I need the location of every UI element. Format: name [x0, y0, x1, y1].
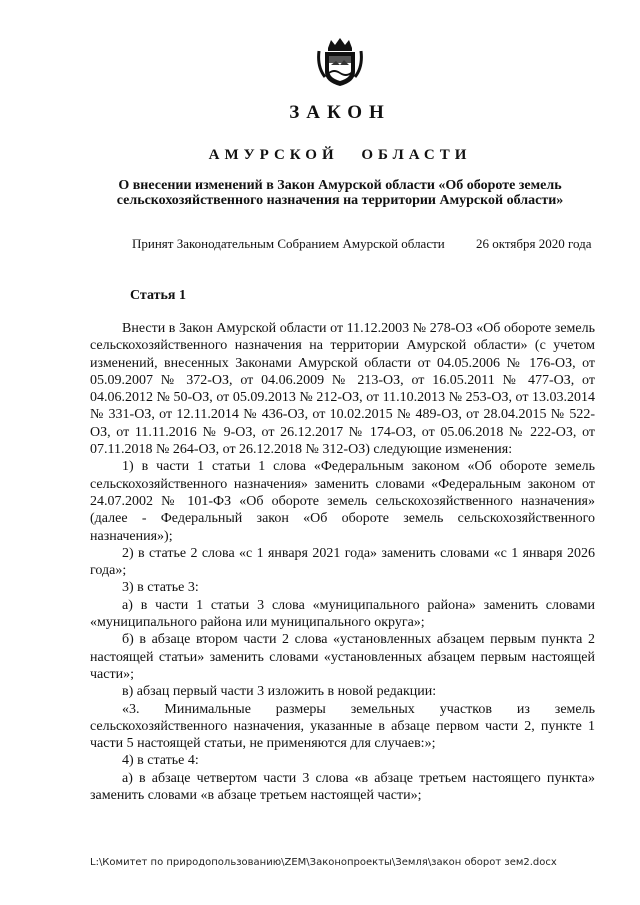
- article-paragraph: «3. Минимальные размеры земельных участков из земель сельскохозяйственного назначения, указанные в абзаце первом части 2, пункте 1 части 5 настоящей статьи, не применяются для случаев:»;: [90, 701, 595, 752]
- article-paragraph: б) в абзаце втором части 2 слова «установленных абзацем первым пункта 2 настоящей статьи» заменить словами «установленных абзацем первым настоящей части»;: [90, 632, 595, 682]
- article-paragraph: 3) в статье 3:: [122, 580, 199, 596]
- article-paragraph: Внести в Закон Амурской области от 11.12.2003 № 278-ОЗ «Об обороте земель сельскохозяйственного назначения на территории Амурской области» (с учетом изменений, внесенных Законами Амурской области от 04.05.2006 № 176-ОЗ, от 05.09.2007 № 372-ОЗ, от 04.06.2009 № 213-ОЗ, от 16.05.2011 № 477-ОЗ, от 04.06.2012 № 50-ОЗ, от 05.09.2013 № 212-ОЗ, от 11.10.2013 № 253-ОЗ, от 13.03.2014 № 331-ОЗ, от 12.11.2014 № 436-ОЗ, от 10.02.2015 № 489-ОЗ, от 28.04.2015 № 522-ОЗ, от 11.11.2016 № 9-ОЗ, от 26.12.2017 № 174-ОЗ, от 05.06.2018 № 222-ОЗ, от 07.11.2018 № 264-ОЗ, от 26.12.2018 № 312-ОЗ) следующие изменения:: [90, 321, 595, 458]
- region-title: АМУРСКОЙ ОБЛАСТИ: [208, 147, 472, 163]
- footer-file-path: L:\Комитет по природопользованию\ZEM\Законопроекты\Земля\закон оборот зем2.docx: [90, 857, 557, 868]
- article-paragraph: а) в абзаце четвертом части 3 слова «в абзаце третьем настоящего пункта» заменить словами «в абзаце третьем настоящей части»;: [90, 770, 595, 804]
- article-body: [90, 320, 595, 804]
- article-paragraph: а) в части 1 статьи 3 слова «муниципального района» заменить словами «муниципального района или муниципального округа»;: [90, 597, 595, 631]
- adopted-date: 26 октября 2020 года: [476, 236, 592, 251]
- article-heading: Статья 1: [130, 288, 186, 303]
- adopted-by: Принят Законодательным Собранием Амурской области: [132, 236, 445, 251]
- article-paragraph: 4) в статье 4:: [122, 753, 199, 769]
- law-title: ЗАКОН: [289, 102, 391, 123]
- law-subject: О внесении изменений в Закон Амурской области «Об обороте земель сельскохозяйственного назначения на территории Амурской области»: [116, 178, 564, 208]
- article-paragraph: 2) в статье 2 слова «с 1 января 2021 года» заменить словами «с 1 января 2026 года»;: [90, 545, 595, 579]
- amur-region-coat-of-arms-icon: [317, 37, 363, 87]
- article-paragraph: 1) в части 1 статьи 1 слова «Федеральным законом «Об обороте земель сельскохозяйственного назначения» заменить словами «Федеральным законом от 24.07.2002 № 101-ФЗ «Об обороте земель сельскохозяйственного назначения» (далее - Федеральный закон «Об обороте земель сельскохозяйственного назначения»);: [90, 459, 595, 544]
- article-paragraph: в) абзац первый части 3 изложить в новой редакции:: [122, 684, 437, 700]
